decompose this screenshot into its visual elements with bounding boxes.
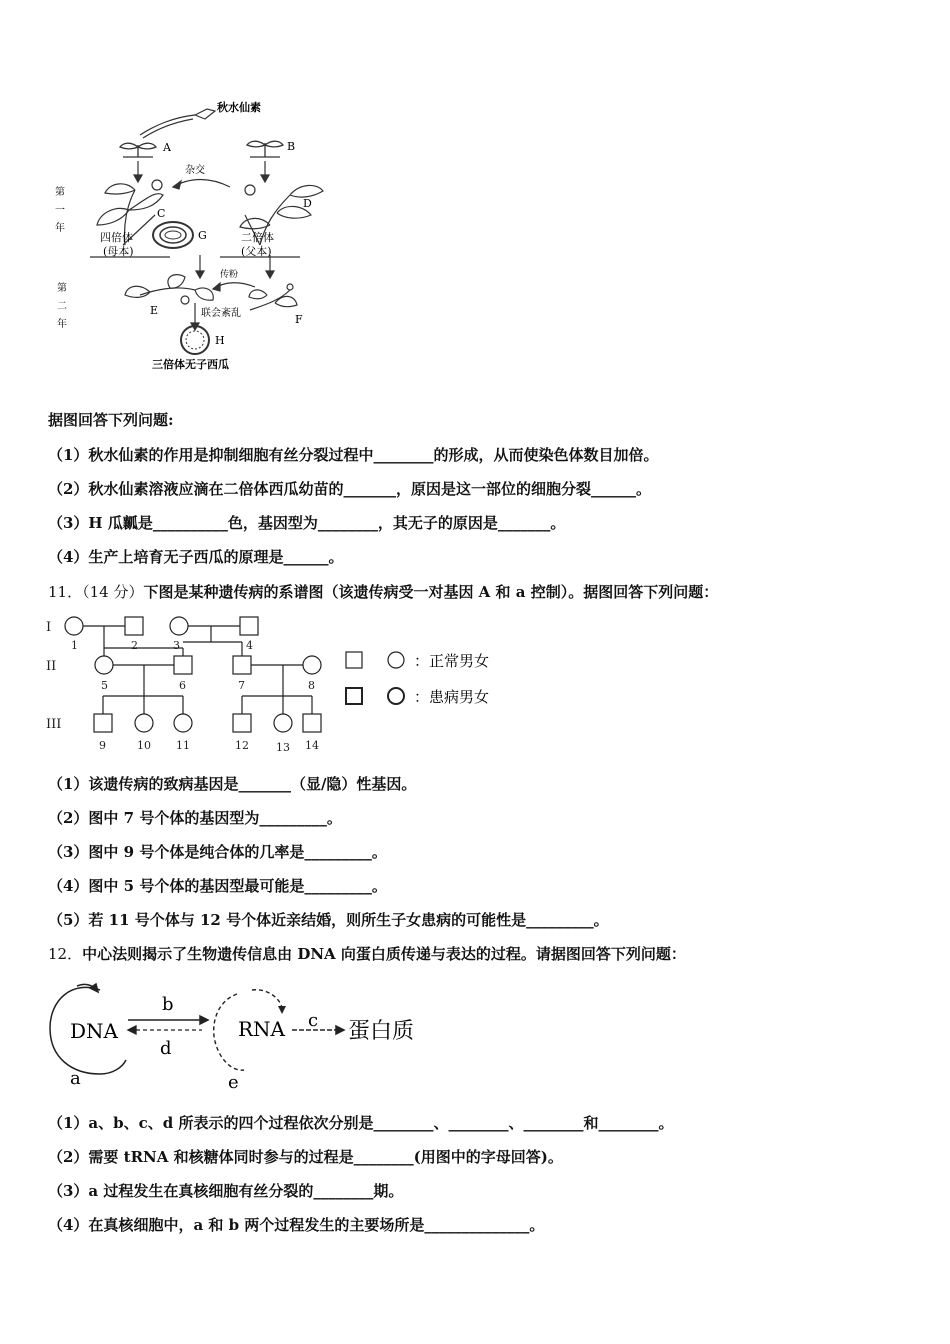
year2-label	[57, 281, 67, 330]
rna-label: RNA	[238, 1017, 286, 1041]
q12-number: 12．	[48, 945, 83, 963]
q11-item-2: （2）图中 7 号个体的基因型为_________。	[48, 809, 342, 827]
colchicine-label: 秋水仙素	[217, 101, 261, 114]
q10-intro: 据图回答下列问题:	[48, 411, 174, 429]
label-f: F	[295, 313, 303, 326]
individual-number: 8	[308, 679, 315, 692]
watermelon-breeding-figure	[45, 95, 345, 380]
reverse-transcription-arrow	[128, 1026, 202, 1034]
transcription-arrow	[128, 1016, 208, 1024]
q10-item-1: （1）秋水仙素的作用是抑制细胞有丝分裂过程中________的形成，从而使染色体数目加倍。	[48, 446, 659, 464]
label-d: D	[303, 197, 312, 210]
legend-affected-male	[346, 688, 362, 704]
svg-text:年: 年	[55, 223, 65, 234]
q10-item-4: （4）生产上培育无子西瓜的原理是______。	[48, 548, 344, 566]
process-b-label: b	[162, 994, 174, 1015]
individual-number: 7	[238, 679, 245, 692]
legend-normal-male	[346, 652, 362, 668]
process-d-label: d	[160, 1038, 172, 1059]
individual-number: 13	[276, 741, 290, 754]
individual-2	[125, 617, 143, 635]
process-e-label: e	[228, 1072, 239, 1090]
q12-item-4: （4）在真核细胞中，a 和 b 两个过程发生的主要场所是______________。	[48, 1216, 545, 1234]
year1-label	[55, 185, 65, 234]
dropper-icon	[140, 109, 215, 138]
individual-14	[303, 714, 321, 732]
tetraploid-label: 四倍体	[100, 231, 133, 244]
fruit-g	[153, 222, 193, 248]
legend-affected-label: ：患病男女	[414, 688, 490, 706]
father-label: (父本)	[241, 245, 272, 258]
label-g: G	[198, 229, 207, 242]
individual-number: 10	[137, 739, 151, 752]
process-c-label: c	[308, 1010, 319, 1031]
individual-number: 2	[131, 639, 138, 652]
label-b: B	[287, 140, 296, 153]
individual-number: 9	[99, 739, 106, 752]
q11-item-3: （3）图中 9 号个体是纯合体的几率是_________。	[48, 843, 387, 861]
plant-f	[249, 284, 297, 310]
svg-text:二: 二	[57, 301, 67, 312]
individual-number: 12	[235, 739, 249, 752]
generation-label-1: I	[46, 620, 52, 635]
svg-text:年: 年	[57, 319, 67, 330]
individual-5	[95, 656, 113, 674]
individual-8	[303, 656, 321, 674]
individual-13	[274, 714, 292, 732]
seedling-b	[247, 141, 283, 157]
q12-stem-line	[48, 944, 686, 964]
individual-number: 6	[179, 679, 186, 692]
individual-number: 3	[173, 639, 180, 652]
label-c: C	[157, 207, 166, 220]
seedling-a	[120, 143, 156, 157]
mother-label: (母本)	[103, 245, 134, 258]
individual-number: 1	[71, 639, 78, 652]
q11-item-4: （4）图中 5 号个体的基因型最可能是_________。	[48, 877, 387, 895]
q11-stem-line	[48, 582, 718, 602]
pedigree-chart	[40, 612, 520, 757]
pollination-arrow	[213, 283, 255, 291]
individual-number: 5	[101, 679, 108, 692]
individual-10	[135, 714, 153, 732]
svg-text:第: 第	[55, 187, 65, 198]
pollination-label: 传粉	[220, 270, 239, 280]
individual-number: 11	[176, 739, 190, 752]
individual-3	[170, 617, 188, 635]
individual-number: 4	[246, 639, 253, 652]
protein-label: 蛋白质	[348, 1019, 415, 1044]
label-h: H	[215, 334, 225, 347]
diploid-label: 二倍体	[241, 231, 274, 244]
process-a-label: a	[70, 1068, 81, 1089]
individual-number: 14	[305, 739, 319, 752]
individual-6	[174, 656, 192, 674]
triploid-seedless-label: 三倍体无子西瓜	[152, 358, 229, 371]
central-dogma-diagram	[42, 978, 442, 1090]
cross-label: 杂交	[185, 165, 205, 176]
q11-stem: 下图是某种遗传病的系谱图（该遗传病受一对基因 A 和 a 控制）。据图回答下列问题：	[143, 583, 719, 601]
q11-item-1: （1）该遗传病的致病基因是_______（显/隐）性基因。	[48, 775, 417, 793]
svg-text:一: 一	[55, 205, 65, 216]
q12-item-3: （3）a 过程发生在真核细胞有丝分裂的________期。	[48, 1182, 404, 1200]
cross-arrow	[173, 180, 230, 190]
individual-1	[65, 617, 83, 635]
svg-text:第: 第	[57, 283, 67, 294]
dna-label: DNA	[70, 1019, 118, 1043]
legend-normal-female	[388, 652, 404, 668]
q12-stem: 中心法则揭示了生物遗传信息由 DNA 向蛋白质传递与表达的过程。请据图回答下列问题：	[82, 945, 686, 963]
legend-affected-female	[388, 688, 404, 704]
individual-4	[240, 617, 258, 635]
individual-9	[94, 714, 112, 732]
individual-11	[174, 714, 192, 732]
label-e: E	[150, 304, 159, 317]
individual-12	[233, 714, 251, 732]
generation-label-3: III	[46, 717, 62, 732]
label-a: A	[163, 141, 171, 154]
q11-item-5: （5）若 11 号个体与 12 号个体近亲结婚，则所生子女患病的可能性是_________。	[48, 911, 609, 929]
generation-label-2: II	[46, 659, 57, 674]
individual-7	[233, 656, 251, 674]
q10-item-2: （2）秋水仙素溶液应滴在二倍体西瓜幼苗的_______，原因是这一部位的细胞分裂______。	[48, 480, 651, 498]
q12-item-1: （1）a、b、c、d 所表示的四个过程依次分别是________、________、________和________。	[48, 1114, 674, 1132]
legend-normal-label: ：正常男女	[414, 652, 490, 670]
synapsis-label: 联会紊乱	[201, 308, 241, 319]
q10-item-3: （3）H 瓜瓤是__________色，基因型为________，其无子的原因是_______。	[48, 514, 566, 532]
q11-number: 11．（14 分）	[48, 583, 144, 601]
q12-item-2: （2）需要 tRNA 和核糖体同时参与的过程是________(用图中的字母回答)。	[48, 1148, 563, 1166]
